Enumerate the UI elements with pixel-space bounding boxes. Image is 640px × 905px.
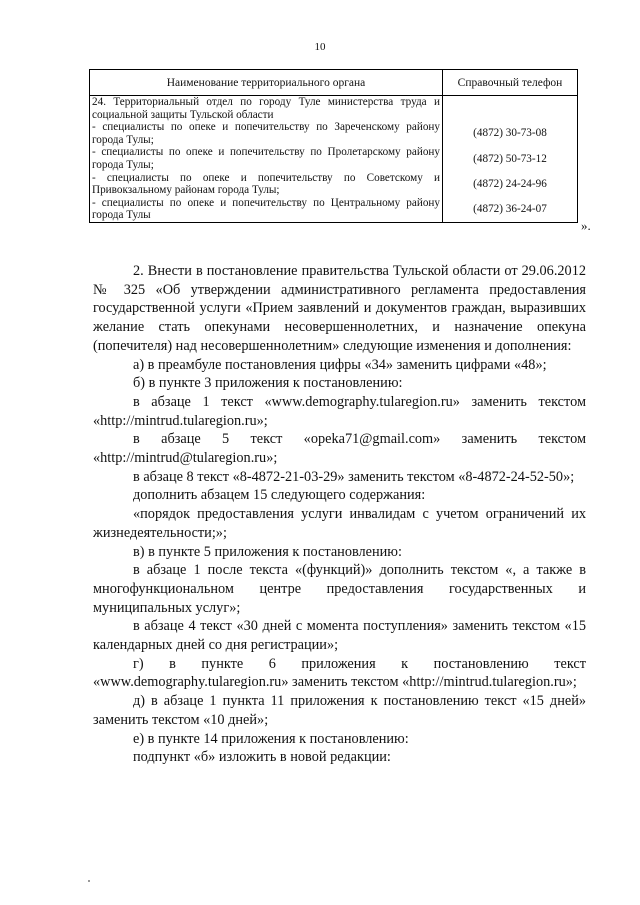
paragraph-point-6: г) в пункте 6 приложения к постановлению текст «www.demography.tularegion.ru» заменить текстом «http://mintrud.tularegion.ru»;	[93, 655, 586, 691]
paragraph-quote-disabled: «порядок предоставления услуги инвалидам с учетом ограничений их жизнедеятельности;»;	[93, 506, 586, 541]
paragraph-point-11: д) в абзаце 1 пункта 11 приложения к постановлению текст «15 дней» заменить текстом «10 дней»;	[93, 693, 586, 728]
table-section-row	[90, 96, 578, 122]
paragraph-abzac-4: в абзаце 4 текст «30 дней с момента поступления» заменить текстом «15 календарных дней со дня регистрации»;	[93, 618, 586, 654]
row-phone: (4872) 24-24-96	[443, 172, 578, 197]
table-closing-quote: ».	[581, 218, 591, 233]
header-phone: Справочный телефон	[443, 70, 578, 96]
paragraph-preamble: а) в преамбуле постановления цифры «34» заменить цифрами «48»;	[133, 356, 547, 373]
row-phone: (4872) 30-73-08	[443, 121, 578, 146]
paragraph-point-3: б) в пункте 3 приложения к постановлению:	[133, 375, 403, 392]
paragraph-abzac-5: в абзаце 5 текст «opeka71@gmail.com» заменить текстом «http://mintrud@tularegion.ru»;	[93, 431, 586, 467]
paragraph-point-5: в) в пункте 5 приложения к постановлению:	[133, 543, 402, 560]
table-row	[90, 172, 578, 197]
row-organ-name: - специалисты по опеке и попечительству по Пролетарскому району города Тулы;	[90, 146, 443, 171]
paragraph-functions: в абзаце 1 после текста «(функций)» дополнить текстом «, а также в многофункциональном центре предоставления государственных и муниципальных услуг»;	[93, 562, 586, 616]
scan-speck	[88, 880, 90, 882]
paragraph-point-14: е) в пункте 14 приложения к постановлению:	[133, 730, 409, 747]
paragraph-abzac-8: в абзаце 8 текст «8-4872-21-03-29» заменить текстом «8-4872-24-52-50»;	[133, 468, 575, 485]
row-phone: (4872) 36-24-07	[443, 197, 578, 223]
row-organ-name: - специалисты по опеке и попечительству по Советскому и Привокзальному районам города Тулы;	[90, 172, 443, 197]
header-organ-name: Наименование территориального органа	[90, 70, 443, 96]
row-organ-name: - специалисты по опеке и попечительству по Центральному району города Тулы	[90, 197, 443, 223]
paragraph-item-2: 2. Внести в постановление правительства Тульской области от 29.06.2012 № 325 «Об утверждении административного регламента предоставления государственной услуги «Прием заявлений и документов граждан, выразивших желание стать опекунами несовершеннолетних, и назначение опекуна (попечителя) над несовершеннолетним» следующие изменения и дополнения:	[93, 263, 586, 354]
section-phone-empty	[443, 96, 578, 122]
page-number: 10	[314, 41, 326, 53]
table-row	[90, 121, 578, 146]
row-phone: (4872) 50-73-12	[443, 146, 578, 171]
section-title: 24. Территориальный отдел по городу Туле министерства труда и социальной защиты Тульской области	[90, 96, 443, 122]
table-header-row	[90, 70, 578, 96]
contacts-table	[89, 69, 578, 223]
table-row	[90, 197, 578, 223]
table-row	[90, 146, 578, 171]
row-organ-name: - специалисты по опеке и попечительству по Зареченскому району города Тулы;	[90, 121, 443, 146]
document-body	[93, 262, 586, 767]
paragraph-add-abzac-15: дополнить абзацем 15 следующего содержания:	[133, 487, 426, 504]
paragraph-abzac-1: в абзаце 1 текст «www.demography.tularegion.ru» заменить текстом «http://mintrud.tularegion.ru»;	[93, 393, 586, 429]
paragraph-subpoint-b: подпункт «б» изложить в новой редакции:	[133, 749, 391, 766]
